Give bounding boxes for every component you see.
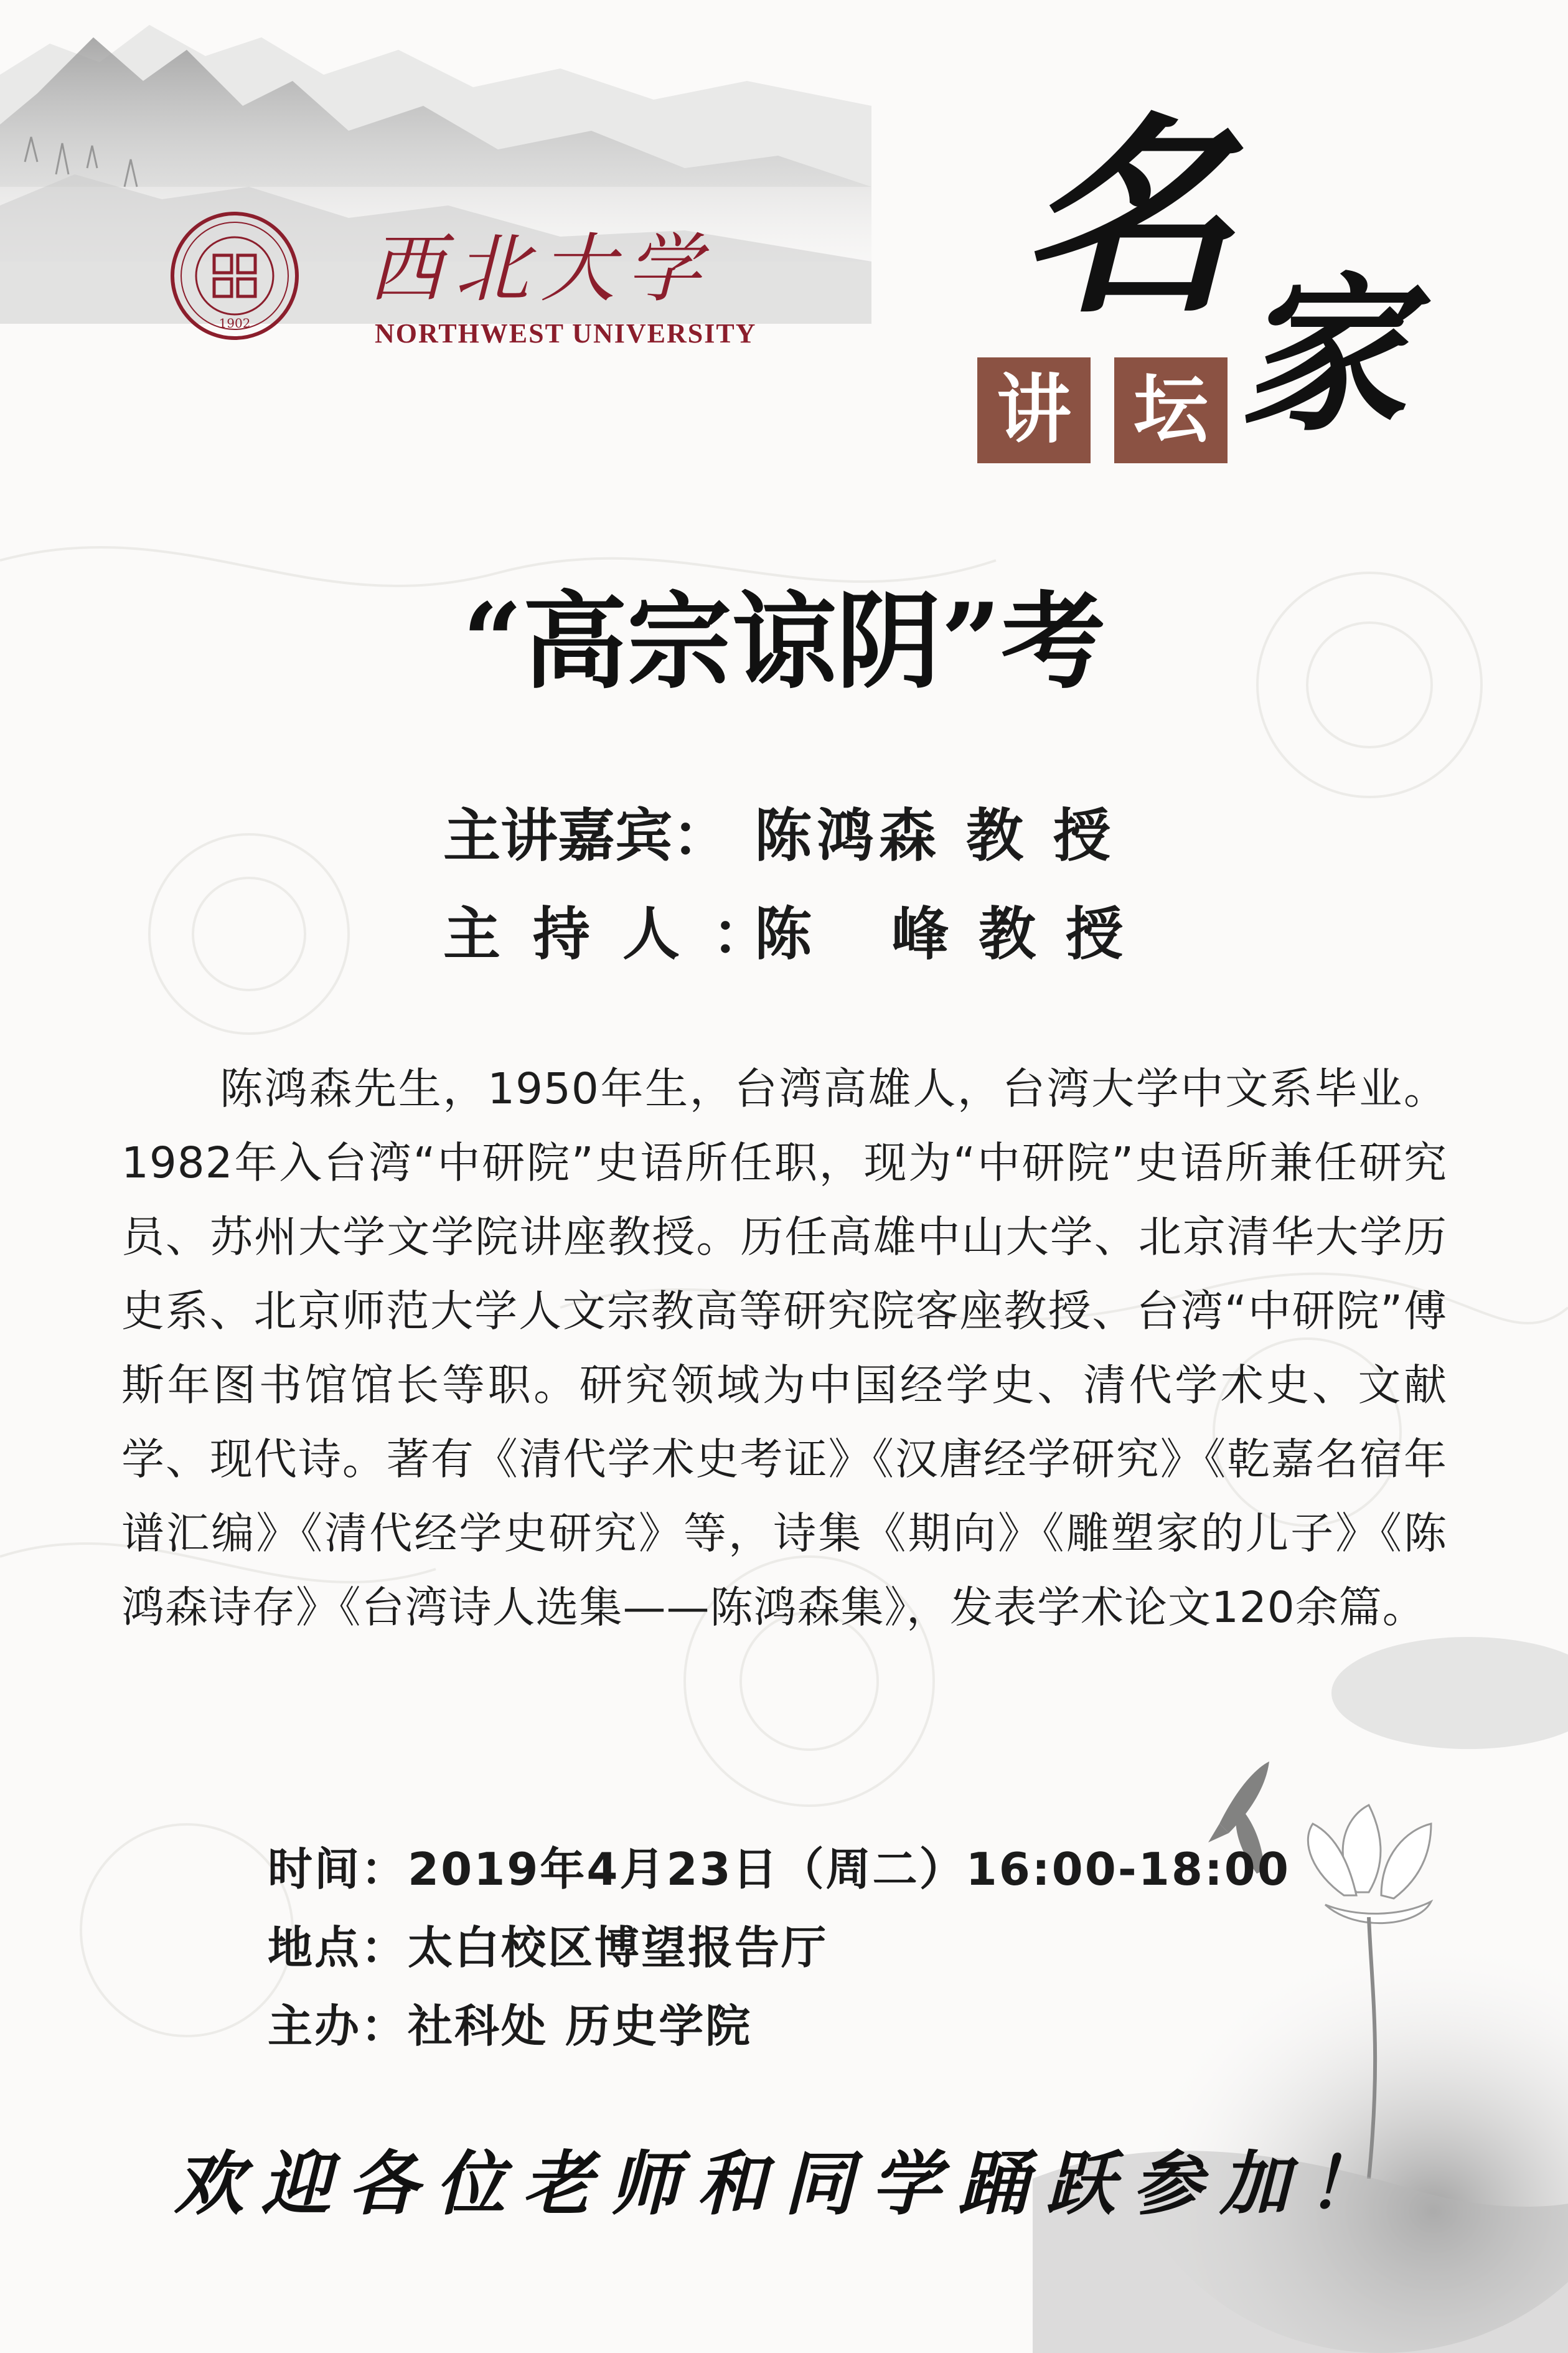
header-stamp-tan: 坛 (1114, 357, 1228, 463)
university-name-cn: 西北大学 (369, 226, 712, 313)
university-seal-icon (169, 210, 300, 341)
welcome-message: 欢迎各位老师和同学踊跃参加！ (174, 2143, 1394, 2225)
host-label: 主持人： (443, 900, 802, 968)
header-char-ming: 名 (1021, 93, 1232, 342)
lotus-koi-art (1033, 1618, 1568, 2353)
host-name: 陈 峰 教 授 (754, 900, 1129, 968)
header-stamp-jiang: 讲 (977, 357, 1091, 463)
speaker-row (443, 798, 1315, 873)
speaker-name: 陈鸿森 教 授 (754, 802, 1116, 869)
speaker-label: 主讲嘉宾： (443, 802, 730, 869)
lecture-title: “高宗谅阴”考 (462, 580, 1106, 703)
speaker-bio: 陈鸿森先生，1950年生，台湾高雄人，台湾大学中文系毕业。1982年入台湾“中研院”史语所任职，现为“中研院”史语所兼任研究员、苏州大学文学院讲座教授。历任高雄中山大学、北京清华大学历史系、北京师范大学人文宗教高等研究院客座教授、台湾“中研院”傅斯年图书馆馆长等职。研究领域为中国经学史、清代学术史、文献学、现代诗。著有《清代学术史考证》《汉唐经学研究》《乾嘉名宿年谱汇编》《清代经学史研究》等，诗集《期向》《雕塑家的儿子》《陈鸿森诗存》《台湾诗人选集——陈鸿森集》，发表学术论文120余篇。 (121, 1064, 1447, 1633)
event-place: 地点：太白校区博望报告厅 (268, 1922, 829, 1974)
university-logo (169, 210, 823, 366)
event-time: 时间：2019年4月23日（周二）16:00-18:00 (268, 1843, 1290, 1895)
host-row (443, 897, 1315, 971)
event-host: 主办：社科处 历史学院 (268, 2000, 753, 2052)
header-char-jia: 家 (1239, 256, 1407, 454)
university-name-en: NORTHWEST UNIVERSITY (375, 318, 757, 349)
seal-year: 1902 (218, 316, 251, 331)
